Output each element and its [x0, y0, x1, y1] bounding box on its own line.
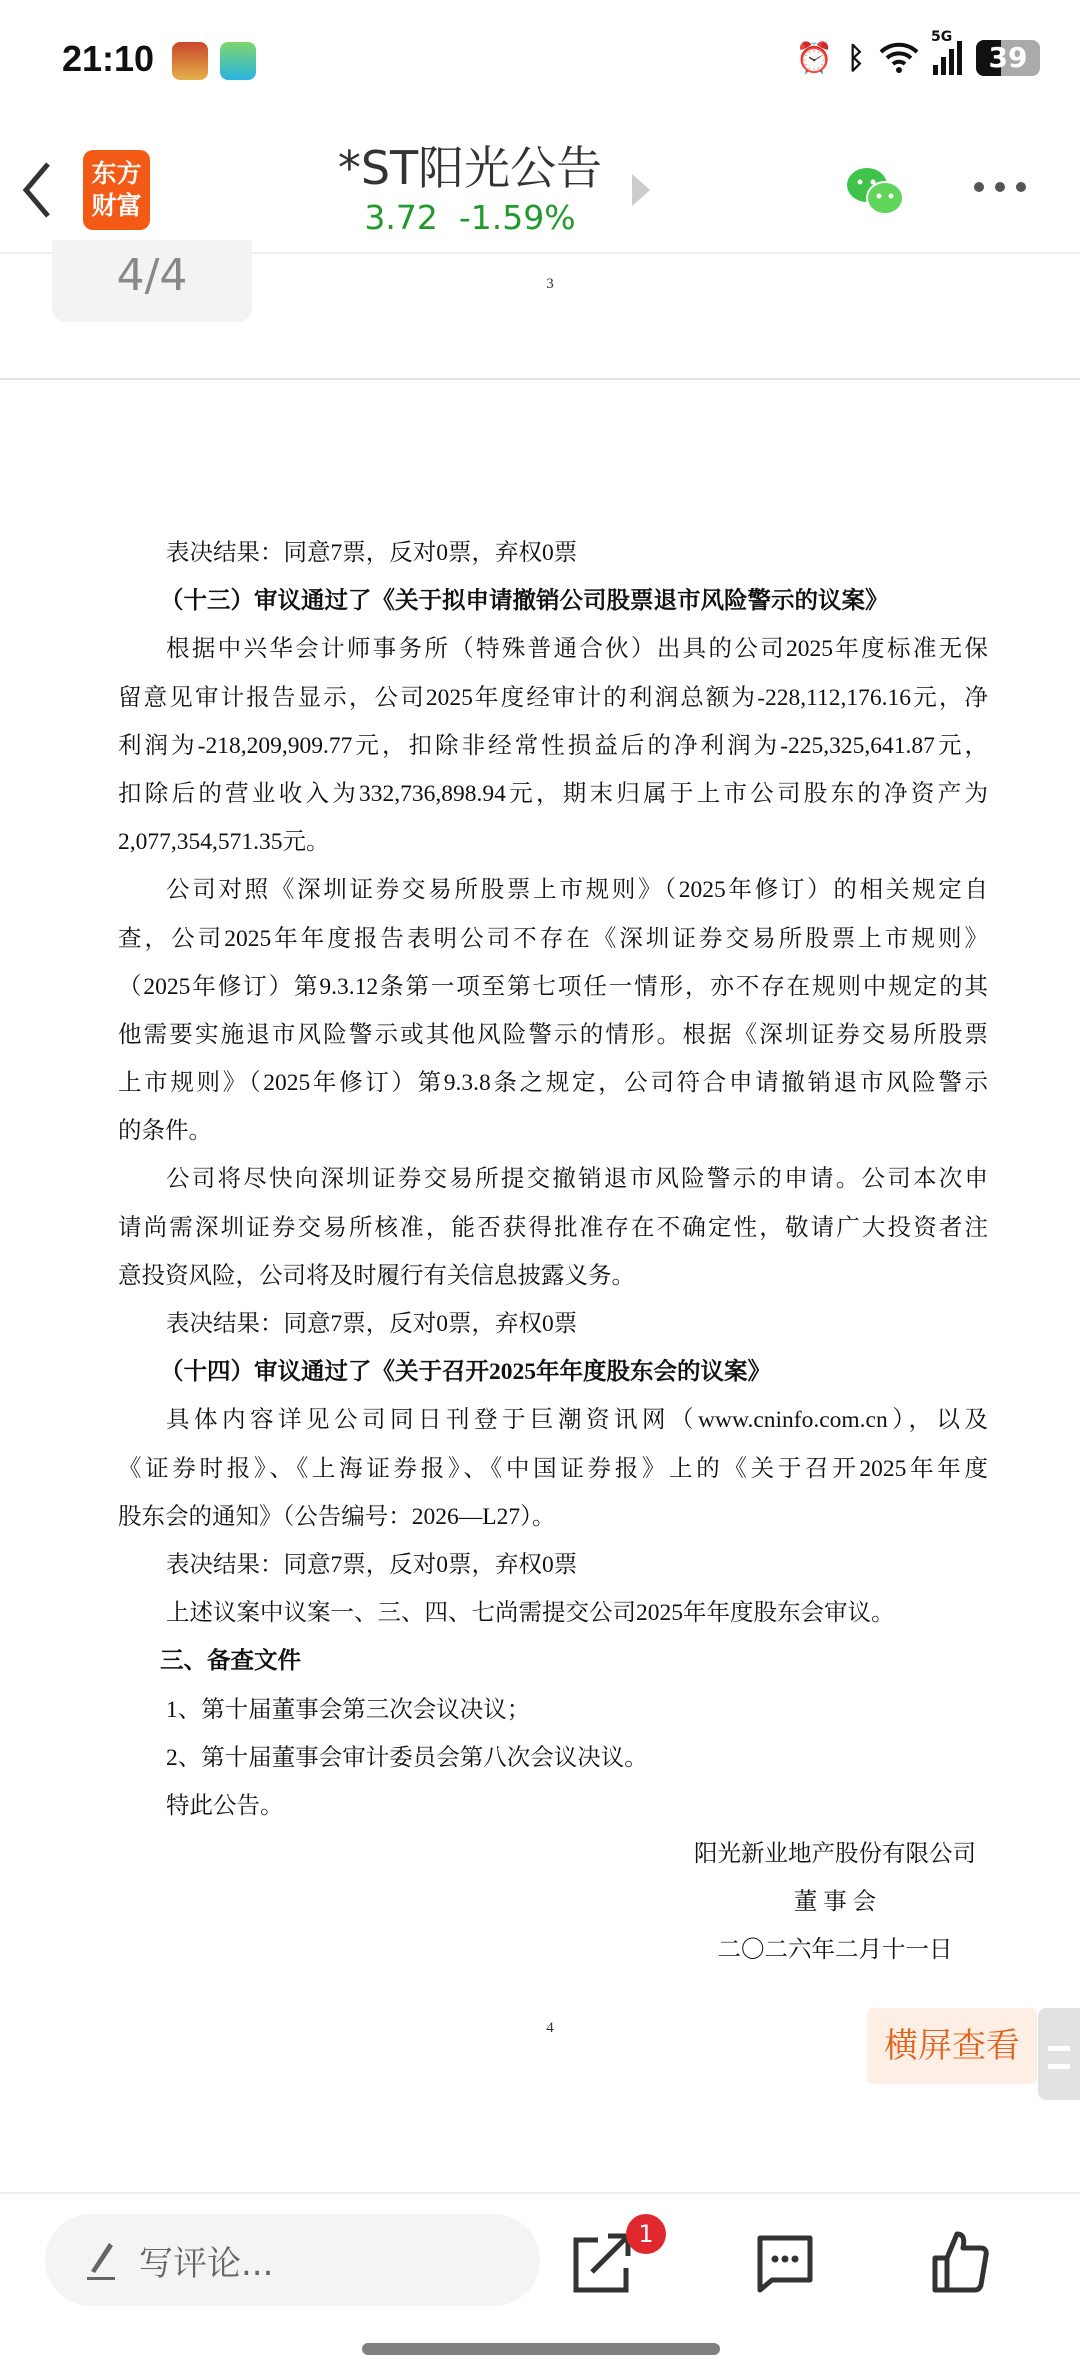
status-icons	[795, 29, 1040, 76]
document-line	[0, 1734, 1080, 1782]
line-text: 《证券时报》、《上海证券报》、《中国证券报》上的《关于召开2025年年度	[118, 1455, 988, 1482]
page-indicator: 4/4	[52, 240, 252, 322]
document-line	[0, 1445, 1080, 1493]
document-line	[0, 1155, 1080, 1203]
document-line	[0, 818, 1080, 866]
network-app-icon	[220, 42, 256, 80]
stock-price[interactable]	[300, 198, 640, 237]
line-text: 他需要实施退市风险警示或其他风险警示的情形。根据《深圳证券交易所股票	[118, 1021, 988, 1048]
signal-icon	[931, 29, 962, 75]
wechat-share-icon[interactable]	[845, 165, 907, 221]
line-text: 股东会的通知》（公告编号：2026—L27）。	[118, 1503, 556, 1530]
line-text: 三、备查文件	[160, 1648, 301, 1675]
line-text: 上述议案中议案一、三、四、七尚需提交公司2025年年度股东会审议。	[166, 1600, 895, 1627]
line-text: 具体内容详见公司同日刊登于巨潮资讯网（www.cninfo.com.cn），以及	[166, 1407, 988, 1434]
line-text: 扣除后的营业收入为332,736,898.94元，期末归属于上市公司股东的净资产为	[118, 780, 988, 807]
logo-text-2: 财富	[91, 191, 142, 220]
document-line	[0, 1107, 1080, 1155]
bottom-divider	[0, 2192, 1080, 2194]
signature-line	[0, 1830, 1080, 1878]
line-text: （2025年修订）第9.3.12条第一项至第七项任一情形，亦不存在规则中规定的其	[118, 973, 988, 1000]
document-line	[0, 722, 1080, 770]
document-line	[0, 1396, 1080, 1444]
document-line	[0, 1782, 1080, 1830]
wifi-icon	[879, 42, 919, 74]
line-text: 根据中兴华会计师事务所（特殊普通合伙）出具的公司2025年度标准无保	[166, 636, 988, 663]
line-text: 的条件。	[118, 1118, 212, 1145]
document-page	[0, 529, 1080, 1975]
document-line	[0, 866, 1080, 914]
document-line	[0, 674, 1080, 722]
document-line	[0, 1493, 1080, 1541]
line-text: 二〇二六年二月十一日	[717, 1937, 953, 1964]
document-line	[0, 1059, 1080, 1107]
status-time: 21:10	[62, 38, 155, 79]
pencil-icon	[85, 2239, 117, 2281]
section-heading	[0, 1637, 1080, 1685]
page-number-4: 4	[546, 2020, 554, 2036]
document-line	[0, 529, 1080, 577]
page-number-3: 3	[546, 276, 554, 292]
document-line	[0, 915, 1080, 963]
section-heading	[0, 1348, 1080, 1396]
line-text: （十三）审议通过了《关于拟申请撤销公司股票退市风险警示的议案》	[160, 588, 889, 615]
document-line	[0, 1300, 1080, 1348]
line-text: 查，公司2025年年度报告表明公司不存在《深圳证券交易所股票上市规则》	[118, 925, 988, 952]
app-logo[interactable]	[83, 150, 150, 230]
comment-icon[interactable]	[750, 2228, 820, 2298]
home-indicator[interactable]	[362, 2343, 720, 2355]
document-line	[0, 770, 1080, 818]
back-icon[interactable]	[20, 160, 54, 220]
line-text: 2,077,354,571.35元。	[118, 829, 330, 856]
signature-line	[0, 1878, 1080, 1926]
line-text: 特此公告。	[166, 1792, 284, 1819]
section-heading	[0, 577, 1080, 625]
document-line	[0, 625, 1080, 673]
network-type: 5G	[931, 29, 953, 45]
price-change: -1.59%	[458, 198, 576, 237]
line-text: 公司对照《深圳证券交易所股票上市规则》（2025年修订）的相关规定自	[166, 877, 988, 904]
like-icon[interactable]	[925, 2228, 995, 2298]
game-app-icon	[172, 42, 208, 80]
logo-text-1: 东方	[91, 159, 142, 188]
share-badge: 1	[626, 2214, 666, 2254]
comment-placeholder: 写评论...	[139, 2243, 274, 2284]
side-drawer-handle[interactable]	[1038, 2008, 1080, 2100]
line-text: （十四）审议通过了《关于召开2025年年度股东会的议案》	[160, 1359, 771, 1386]
line-text: 请尚需深圳证券交易所核准，能否获得批准存在不确定性，敬请广大投资者注	[118, 1214, 988, 1241]
line-text: 1、第十届董事会第三次会议决议；	[166, 1696, 531, 1723]
document-line	[0, 1686, 1080, 1734]
document-line	[0, 1589, 1080, 1637]
page-separator	[0, 378, 1080, 380]
line-text: 表决结果：同意7票，反对0票，弃权0票	[166, 540, 578, 566]
line-text: 公司将尽快向深圳证券交易所提交撤销退市风险警示的申请。公司本次申	[166, 1166, 988, 1193]
line-text: 表决结果：同意7票，反对0票，弃权0票	[166, 1551, 578, 1578]
document-line	[0, 1011, 1080, 1059]
line-text: 利润为-218,209,909.77元，扣除非经常性损益后的净利润为-225,325,641.87元，	[118, 732, 988, 759]
battery-level: 39	[988, 41, 1028, 74]
document-line	[0, 1252, 1080, 1300]
battery-icon	[976, 40, 1040, 76]
document-line	[0, 1541, 1080, 1589]
landscape-view-button[interactable]: 横屏查看	[867, 2008, 1037, 2084]
line-text: 阳光新业地产股份有限公司	[694, 1841, 976, 1868]
line-text: 董 事 会	[793, 1889, 877, 1916]
price-value: 3.72	[364, 198, 438, 237]
alarm-icon: ⏰	[795, 40, 833, 76]
line-text: 表决结果：同意7票，反对0票，弃权0票	[166, 1311, 578, 1337]
document-line	[0, 1204, 1080, 1252]
signature-line	[0, 1926, 1080, 1974]
triangle-right-icon[interactable]	[630, 172, 652, 208]
bluetooth-icon: ᛒ	[847, 40, 865, 76]
line-text: 留意见审计报告显示，公司2025年度经审计的利润总额为-228,112,176.16元，净	[118, 684, 988, 711]
document-line	[0, 963, 1080, 1011]
line-text: 意投资风险，公司将及时履行有关信息披露义务。	[118, 1262, 635, 1289]
line-text: 上市规则》（2025年修订）第9.3.8条之规定，公司符合申请撤销退市风险警示	[118, 1070, 988, 1097]
more-icon[interactable]	[972, 180, 1028, 194]
page-title: *ST阳光公告	[337, 141, 603, 195]
comment-input[interactable]	[45, 2214, 540, 2306]
line-text: 2、第十届董事会审计委员会第八次会议决议。	[166, 1744, 648, 1771]
